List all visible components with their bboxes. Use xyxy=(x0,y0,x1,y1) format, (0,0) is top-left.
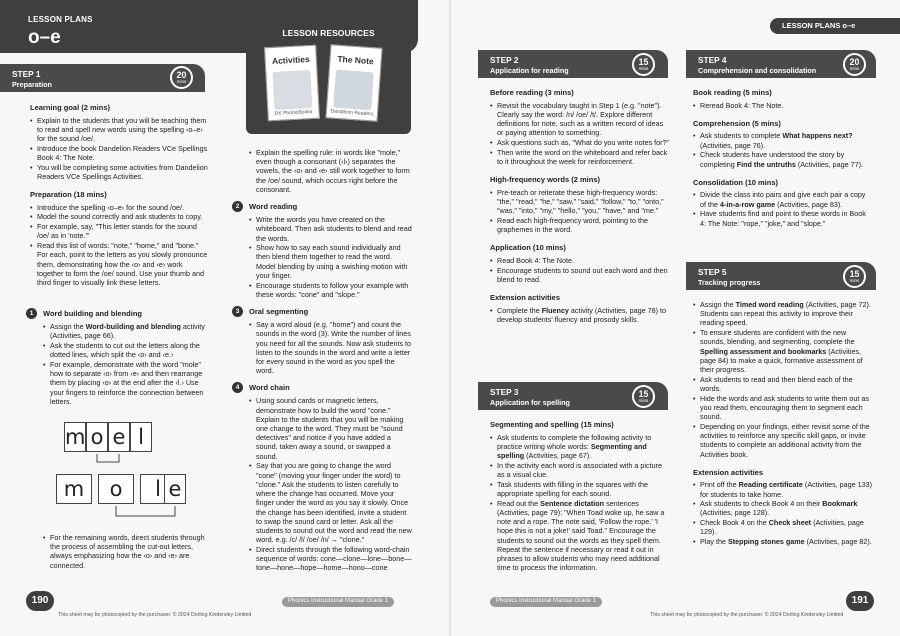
book-brand: DK PhonicBooks xyxy=(274,108,313,117)
right-header-tag: LESSON PLANS o–e xyxy=(770,18,900,34)
text: Assign the xyxy=(700,300,736,309)
activity-name: Segmenting and spelling xyxy=(497,441,647,461)
tracking-list xyxy=(693,300,873,459)
step-subtitle: Preparation xyxy=(12,80,52,89)
activity-name: Find the untruths xyxy=(736,159,796,169)
heading-text: Word building and blending xyxy=(43,308,143,318)
list-item: • Explain to the students that you will be teaching them to read and spell new words using the spelling ‹o–e› for the sound /oe/. xyxy=(30,116,210,144)
text: sentences (Activities, page 79): "When Toad woke up, he saw a note and a rope. The note said, 'Follow the rope.' 'I hope this is not a joke!' said Toad." Encourage the students to sound out the words as they spell them. Repeat the sentence if necessary or read it out in phrases to allow students who may need additional time to process the information. xyxy=(497,498,665,573)
list-item: • For the remaining words, direct students through the process of assembling the cut-out letters, always emphasizing how the ‹o› and ‹e› are connected. xyxy=(43,533,211,570)
list-item xyxy=(693,480,873,498)
step-subtitle: Application for spelling xyxy=(490,398,570,407)
word-reading-heading xyxy=(232,201,412,212)
activity-name: Fluency xyxy=(541,305,569,315)
list-item: • Read Book 4: The Note. xyxy=(490,256,670,265)
step2-column xyxy=(490,88,670,325)
text: Complete the xyxy=(497,305,542,315)
text: To ensure students are confident with the new sounds, blending, and segmenting, complete the xyxy=(700,328,855,347)
text: Assign the xyxy=(50,322,86,331)
comprehension-heading: Comprehension (5 mins) xyxy=(693,118,781,128)
book-illustration xyxy=(333,70,374,111)
heading-text: Word reading xyxy=(249,201,298,211)
list-item xyxy=(693,150,873,168)
letter-tile: l xyxy=(130,422,152,452)
letter-tile: m xyxy=(64,422,86,452)
list-item: • Say a word aloud (e.g. "home") and count the sounds in the word (3). Write the number of lines you need for all the sounds. Now ask students to listen to the sounds in the word and write a letter for every sound in the word as you spell the word. xyxy=(249,320,412,375)
before-reading-heading: Before reading (3 mins) xyxy=(490,88,574,97)
step-subtitle: Comprehension and consolidation xyxy=(698,66,817,75)
text: Ask students to complete xyxy=(700,131,783,141)
footer-manual-title-left: Phonics Instructional Manual Grade 1 xyxy=(282,597,394,607)
extension-heading: Extension activities xyxy=(490,293,561,303)
step-subtitle: Application for reading xyxy=(490,66,569,75)
list-item: • In the activity each word is associated with a picture as a visual clue. xyxy=(490,461,670,479)
timer-minutes: 20 xyxy=(849,57,860,67)
extension-list xyxy=(693,480,873,546)
book-brand: Dandelion Readers xyxy=(330,108,374,118)
list-item xyxy=(490,306,670,324)
timer-unit: mins xyxy=(849,65,860,71)
list-item: • You will be completing some activities from Dandelion Readers VCe Spellings Activities. xyxy=(30,163,210,181)
word-chain-heading xyxy=(232,382,412,393)
activity-name: Spelling assessment and bookmarks xyxy=(700,346,827,356)
step4-column xyxy=(693,88,873,228)
letter-tile: l xyxy=(140,474,176,504)
before-reading-list xyxy=(490,101,670,167)
text: Play the xyxy=(700,537,728,547)
learning-goal-heading: Learning goal (2 mins) xyxy=(30,103,111,112)
followup-list xyxy=(43,533,211,570)
book-illustration xyxy=(272,70,312,110)
timer-unit: mins xyxy=(638,397,649,403)
list-item xyxy=(693,499,873,517)
text: (Activities, page 133) for students to take home. xyxy=(700,480,873,499)
word-chain-list xyxy=(232,396,412,572)
step5-column xyxy=(693,300,873,547)
text: activity (Activities, page 66). xyxy=(50,322,205,341)
preparation-heading: Preparation (18 mins) xyxy=(30,190,107,200)
activity-name: Reading certificate xyxy=(738,480,803,490)
footer-copyright-left: This sheet may be photocopied by the purchaser. © 2024 Dorling Kindersley Limited xyxy=(58,612,252,618)
list-item: • Encourage students to follow your example with these words: "cone" and "slope." xyxy=(249,281,412,299)
list-item: • Depending on your findings, either revisit some of the activities to reinforce any specific skill gaps, or invite students to complete an additional activity from the Activities book. xyxy=(693,422,873,459)
step-name: STEP 5 xyxy=(698,267,727,277)
list-item xyxy=(693,300,873,328)
extension-list xyxy=(490,306,670,324)
word-building-section xyxy=(26,308,210,406)
list-item xyxy=(490,433,670,461)
book-cover-activities xyxy=(264,45,320,122)
text: Check students have understood the story by completing xyxy=(700,150,845,169)
page-gutter xyxy=(449,0,451,636)
list-item: • Task students with filling in the squares with the appropriate spelling for each sound. xyxy=(490,480,670,498)
text: Check Book 4 on the xyxy=(700,518,769,528)
oral-segmenting-list xyxy=(232,320,412,375)
list-item: • Have students find and point to these words in Book 4: The Note: "rope," "joke," and "slope." xyxy=(693,209,873,227)
word-building-list xyxy=(26,322,210,406)
text: (Activities, page 128). xyxy=(700,508,770,518)
text: activity (Activities, page 78) to develop students' fluency and prosody skills. xyxy=(497,305,666,324)
list-item: • Ask the students to cut out the letters along the dotted lines, which split the ‹o› and ‹e.› xyxy=(43,341,210,359)
activity-name: Check sheet xyxy=(768,518,812,528)
list-item xyxy=(693,131,873,149)
text: (Activities, page 77). xyxy=(795,159,863,169)
step-number-badge: 1 xyxy=(26,308,37,319)
step-number-badge: 2 xyxy=(232,201,243,212)
lesson-resources-box xyxy=(246,22,411,134)
word-building-heading xyxy=(26,308,210,319)
timer-badge xyxy=(632,53,655,76)
activity-name: Timed word reading xyxy=(735,300,804,309)
timer-minutes: 20 xyxy=(176,70,187,80)
text: (Activities, page 76). xyxy=(700,140,766,150)
letter-tile: o xyxy=(98,474,134,504)
list-item: • Write the words you have created on the whiteboard. Then ask students to blend and read the words. xyxy=(249,215,412,243)
connector-lines xyxy=(42,418,222,528)
text: (Activities, page 129). xyxy=(700,518,864,537)
word-reading-list xyxy=(232,215,412,299)
hfw-heading: High-frequency words (2 mins) xyxy=(490,175,601,185)
activity-name: Sentence dictation xyxy=(540,498,605,508)
activity-name: Word-building and blending xyxy=(85,322,181,331)
timer-badge xyxy=(843,53,866,76)
letter-tile: m xyxy=(56,474,92,504)
timer-minutes: 15 xyxy=(638,389,649,399)
spelling-rule-list xyxy=(232,148,412,194)
list-item: • Encourage students to sound out each word and then blend to read. xyxy=(490,266,670,284)
preparation-list xyxy=(30,203,210,287)
letter-tile: e xyxy=(108,422,130,452)
activity-name: 4-in-a-row game xyxy=(719,199,776,209)
list-item: • Say that you are going to change the word "cone" (moving your finger under the word) to "clone." Ask the students to listen carefully to where the change has occurred. Move your finger under the word as you say it slowly. Once the change has been identified, invite a student to swap the sound card or letter. Ask all the students to sound out the word and read the new word. e.g. /c/ /l/ /oe/ /n/ → "clone." xyxy=(249,461,412,544)
activity-name: Stepping stones game xyxy=(727,537,805,547)
text: (Activities, page 82). xyxy=(804,537,872,547)
list-item: • Hide the words and ask students to write them out as you read them, encouraging them to segment each sound. xyxy=(693,394,873,422)
step-name: STEP 2 xyxy=(490,55,519,65)
step-name: STEP 3 xyxy=(490,387,519,397)
list-item: • Introduce the spelling ‹o–e› for the sound /oe/. xyxy=(30,203,210,212)
activity-name: What happens next? xyxy=(782,131,853,141)
list-item: • Explain the spelling rule: in words like "mole," even though a consonant (‹l›) separates the vowels, the ‹o› and ‹e› still work together to form the /oe/ sound, which occurs right before the consonant. xyxy=(249,148,412,194)
text: (Activities, page 72). Students can repeat this activity to improve their reading speed. xyxy=(700,300,871,328)
list-item: • Ask questions such as, "What do you write notes for?" xyxy=(490,138,670,147)
step-number-badge: 3 xyxy=(232,306,243,317)
segmenting-list xyxy=(490,433,670,573)
application-list xyxy=(490,256,670,284)
timer-badge xyxy=(632,385,655,408)
list-item: • Introduce the book Dandelion Readers VCe Spellings Book 4: The Note. xyxy=(30,144,210,162)
list-item: • For example, demonstrate with the word "mole" how to separate ‹o› from ‹e› and then rearrange them by placing ‹o› at the end after the ‹l.› Use your fingers to reinforce the connection between letters. xyxy=(43,360,210,406)
text: Divide the class into pairs and give each pair a copy of the xyxy=(700,190,866,209)
list-item xyxy=(693,328,873,374)
text: (Activities, page 83). xyxy=(775,199,843,209)
list-item xyxy=(693,190,873,208)
list-item: • Model the sound correctly and ask students to copy. xyxy=(30,212,210,221)
book-reading-heading: Book reading (5 mins) xyxy=(693,88,772,97)
activity-name: Bookmark xyxy=(822,499,858,509)
timer-unit: mins xyxy=(638,65,649,71)
consolidation-heading: Consolidation (10 mins) xyxy=(693,177,779,187)
word-building-followup xyxy=(43,533,211,570)
list-item: • Read this list of words: "note," "home," and "bone." For each, point to the letters as you slowly pronounce them, demonstrating how the ‹o› and ‹e› work together to form the /oe/ sound. Use your thumb and third finger to visually link these letters. xyxy=(30,241,210,287)
text: (Activities, page 84) to make a quick, formative assessment of their progress. xyxy=(700,346,863,375)
book-cover-the-note xyxy=(325,44,382,121)
step-name: STEP 4 xyxy=(698,55,727,65)
letter-tiles-illustration xyxy=(42,418,222,528)
list-item xyxy=(693,518,873,536)
timer-minutes: 15 xyxy=(638,57,649,67)
middle-column xyxy=(232,148,412,573)
list-item: • Pre-teach or reiterate these high-frequency words: "the," "read," "he," "saw," "said," "follow," "to," "onto," "was," "into," "my," "hello," "you," "have," and "me." xyxy=(490,188,670,216)
hfw-list xyxy=(490,188,670,235)
text: Ask students to complete the following activity to practice writing whole words: xyxy=(497,432,652,451)
segmenting-heading: Segmenting and spelling (15 mins) xyxy=(490,420,614,429)
text: Read out the xyxy=(497,498,541,508)
book-title: The Note xyxy=(337,53,375,67)
learning-goal-list xyxy=(30,116,210,182)
step-number-badge: 4 xyxy=(232,382,243,393)
list-item: • Revisit the vocabulary taught in Step 1 (e.g. "note"). Clearly say the word: /n/ /oe/ /t/. Explore different definitions for note, such as a written record of ideas or paying attention to something. xyxy=(490,101,670,138)
oral-segmenting-heading xyxy=(232,306,412,317)
book-title: Activities xyxy=(271,54,310,67)
step1-column xyxy=(30,103,210,288)
list-item: • Reread Book 4: The Note. xyxy=(693,101,873,110)
timer-badge xyxy=(170,66,193,89)
footer-manual-title-right: Phonics Instructional Manual Grade 1 xyxy=(490,597,602,607)
page-number-right: 191 xyxy=(846,591,874,611)
heading-text: Oral segmenting xyxy=(249,306,309,316)
comprehension-list xyxy=(693,131,873,168)
list-item: • Ask students to read and then blend each of the words. xyxy=(693,375,873,393)
consolidation-list xyxy=(693,190,873,227)
resources-title: LESSON RESOURCES xyxy=(282,28,375,38)
lesson-title: o–e xyxy=(28,27,61,48)
text: Ask students to check Book 4 on their xyxy=(700,499,823,509)
list-item: • For example, say, "This letter stands for the sound /oe/ as in 'note.'" xyxy=(30,222,210,240)
list-item: • Then write the word on the whiteboard and refer back to it throughout the week for reinforcement. xyxy=(490,148,670,166)
timer-minutes: 15 xyxy=(849,269,860,279)
list-item: • Using sound cards or magnetic letters, demonstrate how to build the word "cone." Explain to the students that you will be making one change to the word. They must be "sound detectives" and notice if you have added a sound, taken away a sound, or swapped a sound. xyxy=(249,396,412,461)
section-label: LESSON PLANS xyxy=(28,15,93,24)
application-heading: Application (10 mins) xyxy=(490,243,566,253)
letter-tile: e xyxy=(164,474,186,504)
letter-tile: o xyxy=(86,422,108,452)
book-reading-list xyxy=(693,101,873,110)
heading-text: Word chain xyxy=(249,383,290,393)
step-name: STEP 1 xyxy=(12,69,41,79)
timer-unit: mins xyxy=(849,277,860,283)
step-subtitle: Tracking progress xyxy=(698,278,761,287)
text: Print off the xyxy=(700,480,739,490)
step3-column xyxy=(490,420,670,573)
timer-unit: mins xyxy=(176,78,187,84)
list-item: • Direct students through the following word-chain sequence of words: cone—clone—lone—bone—tone—hone—hope—home—hono—cone xyxy=(249,545,412,573)
timer-badge xyxy=(843,265,866,288)
extension-heading: Extension activities xyxy=(693,467,764,477)
list-item: • Show how to say each sound individually and then blend them together to read the word. Model blending by using a swishing motion with your finger. xyxy=(249,243,412,280)
list-item xyxy=(490,499,670,573)
footer-copyright-right: This sheet may be photocopied by the purchaser. © 2024 Dorling Kindersley Limited xyxy=(650,612,844,618)
list-item xyxy=(43,322,210,340)
page-number-left: 190 xyxy=(26,591,54,611)
list-item xyxy=(693,537,873,546)
text: (Activities, page 67). xyxy=(524,451,592,461)
list-item: • Read each high-frequency word, pointing to the graphemes in the word. xyxy=(490,216,670,234)
